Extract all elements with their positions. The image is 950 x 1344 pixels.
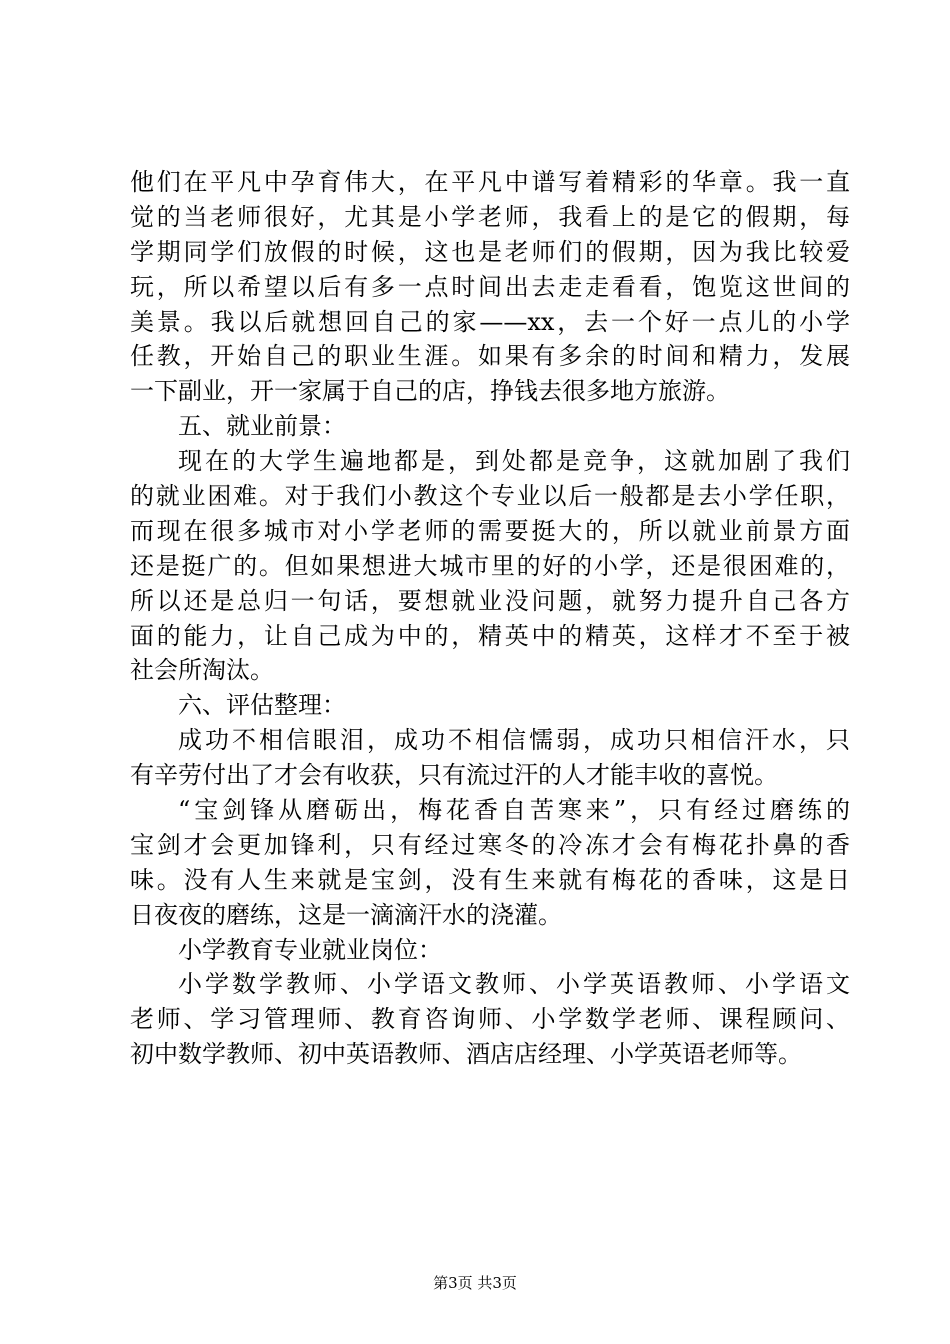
text-line: 一下副业，开一家属于自己的店，挣钱去很多地方旅游。 bbox=[130, 377, 730, 406]
text-line: 学期同学们放假的时候，这也是老师们的假期，因为我比较爱 bbox=[130, 237, 850, 266]
section-heading-employment-prospects: 五、就业前景： bbox=[178, 412, 346, 441]
text-line: 所以还是总归一句话，要想就业没问题，就努力提升自己各方 bbox=[130, 586, 850, 615]
text-line: 宝剑才会更加锋利，只有经过寒冬的冷冻才会有梅花扑鼻的香 bbox=[130, 830, 850, 859]
text-line: 美景。我以后就想回自己的家——xx，去一个好一点儿的小学 bbox=[130, 307, 850, 336]
text-line: 社会所淘汰。 bbox=[130, 656, 274, 685]
text-line: “宝剑锋从磨砺出，梅花香自苦寒来”，只有经过磨练的 bbox=[178, 796, 850, 825]
text-line: 有辛劳付出了才会有收获，只有流过汗的人才能丰收的喜悦。 bbox=[130, 761, 778, 790]
text-line: 成功不相信眼泪，成功不相信懦弱，成功只相信汗水，只 bbox=[178, 726, 850, 755]
text-line: 小学数学教师、小学语文教师、小学英语教师、小学语文 bbox=[178, 970, 850, 999]
text-line: 他们在平凡中孕育伟大，在平凡中谱写着精彩的华章。我一直 bbox=[130, 168, 850, 196]
section-heading-job-positions: 小学教育专业就业岗位： bbox=[178, 935, 442, 964]
text-line: 面的能力，让自己成为中的，精英中的精英，这样才不至于被 bbox=[130, 621, 850, 650]
text-line: 觉的当老师很好，尤其是小学老师，我看上的是它的假期，每 bbox=[130, 202, 850, 231]
page-footer: 第3页 共3页 bbox=[433, 1274, 517, 1292]
text-line: 味。没有人生来就是宝剑，没有生来就有梅花的香味，这是日 bbox=[130, 865, 850, 894]
text-line: 现在的大学生遍地都是，到处都是竞争，这就加剧了我们 bbox=[178, 447, 850, 476]
text-line: 老师、学习管理师、教育咨询师、小学数学老师、课程顾问、 bbox=[130, 1005, 850, 1034]
text-line: 任教，开始自己的职业生涯。如果有多余的时间和精力，发展 bbox=[130, 342, 850, 371]
text-line: 初中数学教师、初中英语教师、酒店店经理、小学英语老师等。 bbox=[130, 1040, 802, 1069]
text-line: 还是挺广的。但如果想进大城市里的好的小学，还是很困难的， bbox=[130, 551, 850, 580]
text-line: 的就业困难。对于我们小教这个专业以后一般都是去小学任职， bbox=[130, 482, 850, 511]
document-body bbox=[130, 165, 850, 1072]
text-line: 玩，所以希望以后有多一点时间出去走走看看，饱览这世间的 bbox=[130, 272, 850, 301]
section-heading-evaluation: 六、评估整理： bbox=[178, 691, 346, 720]
text-line: 日夜夜的磨练，这是一滴滴汗水的浇灌。 bbox=[130, 900, 562, 929]
text-line: 而现在很多城市对小学老师的需要挺大的，所以就业前景方面 bbox=[130, 516, 850, 545]
